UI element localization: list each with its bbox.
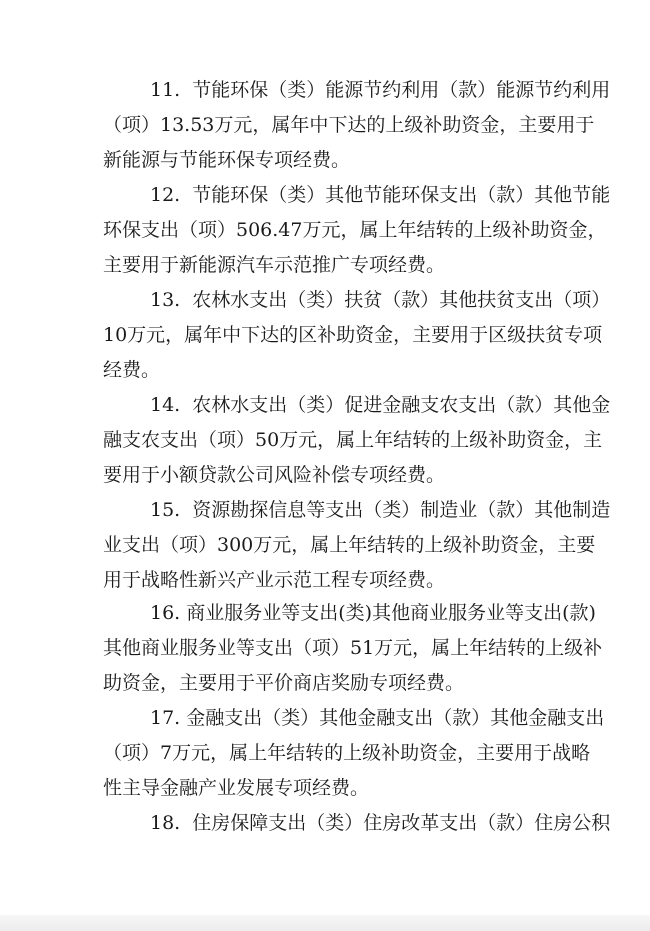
text-line: 助资金，主要用于平价商店奖励专项经费。 — [103, 672, 465, 694]
text-line: 用于战略性新兴产业示范工程专项经费。 — [103, 569, 446, 591]
text-line: 经费。 — [103, 359, 161, 381]
text-line: 16. 商业服务业等支出(类)其他商业服务业等支出(款) — [150, 602, 596, 624]
text-line: 14. 农林水支出（类）促进金融支农支出（款）其他金 — [150, 394, 611, 416]
text-line: （项）13.53万元，属年中下达的上级补助资金，主要用于 — [103, 114, 595, 136]
text-line: 性主导金融产业发展专项经费。 — [103, 777, 370, 799]
text-line: 要用于小额贷款公司风险补偿专项经费。 — [103, 464, 446, 486]
text-line: 15. 资源勘探信息等支出（类）制造业（款）其他制造 — [150, 499, 611, 521]
text-line: 18. 住房保障支出（类）住房改革支出（款）住房公积 — [150, 812, 611, 834]
text-line: 17. 金融支出（类）其他金融支出（款）其他金融支出 — [150, 707, 605, 729]
page-bottom-edge — [0, 915, 650, 931]
text-line: 11. 节能环保（类）能源节约利用（款）能源节约利用 — [150, 79, 611, 101]
text-line: 新能源与节能环保专项经费。 — [103, 149, 351, 171]
text-line: 其他商业服务业等支出（项）51万元，属上年结转的上级补 — [103, 637, 603, 659]
text-line: 12. 节能环保（类）其他节能环保支出（款）其他节能 — [150, 184, 611, 206]
text-line: 10万元，属年中下达的区补助资金，主要用于区级扶贫专项 — [103, 324, 603, 346]
text-line: 13. 农林水支出（类）扶贫（款）其他扶贫支出（项） — [150, 289, 611, 311]
text-line: 业支出（项）300万元，属上年结转的上级补助资金，主要 — [103, 534, 596, 556]
text-line: 融支农支出（项）50万元，属上年结转的上级补助资金，主 — [103, 429, 603, 451]
text-line: 环保支出（项）506.47万元，属上年结转的上级补助资金， — [103, 219, 607, 241]
text-line: 主要用于新能源汽车示范推广专项经费。 — [103, 254, 446, 276]
text-line: （项）7万元，属上年结转的上级补助资金，主要用于战略 — [103, 742, 591, 764]
